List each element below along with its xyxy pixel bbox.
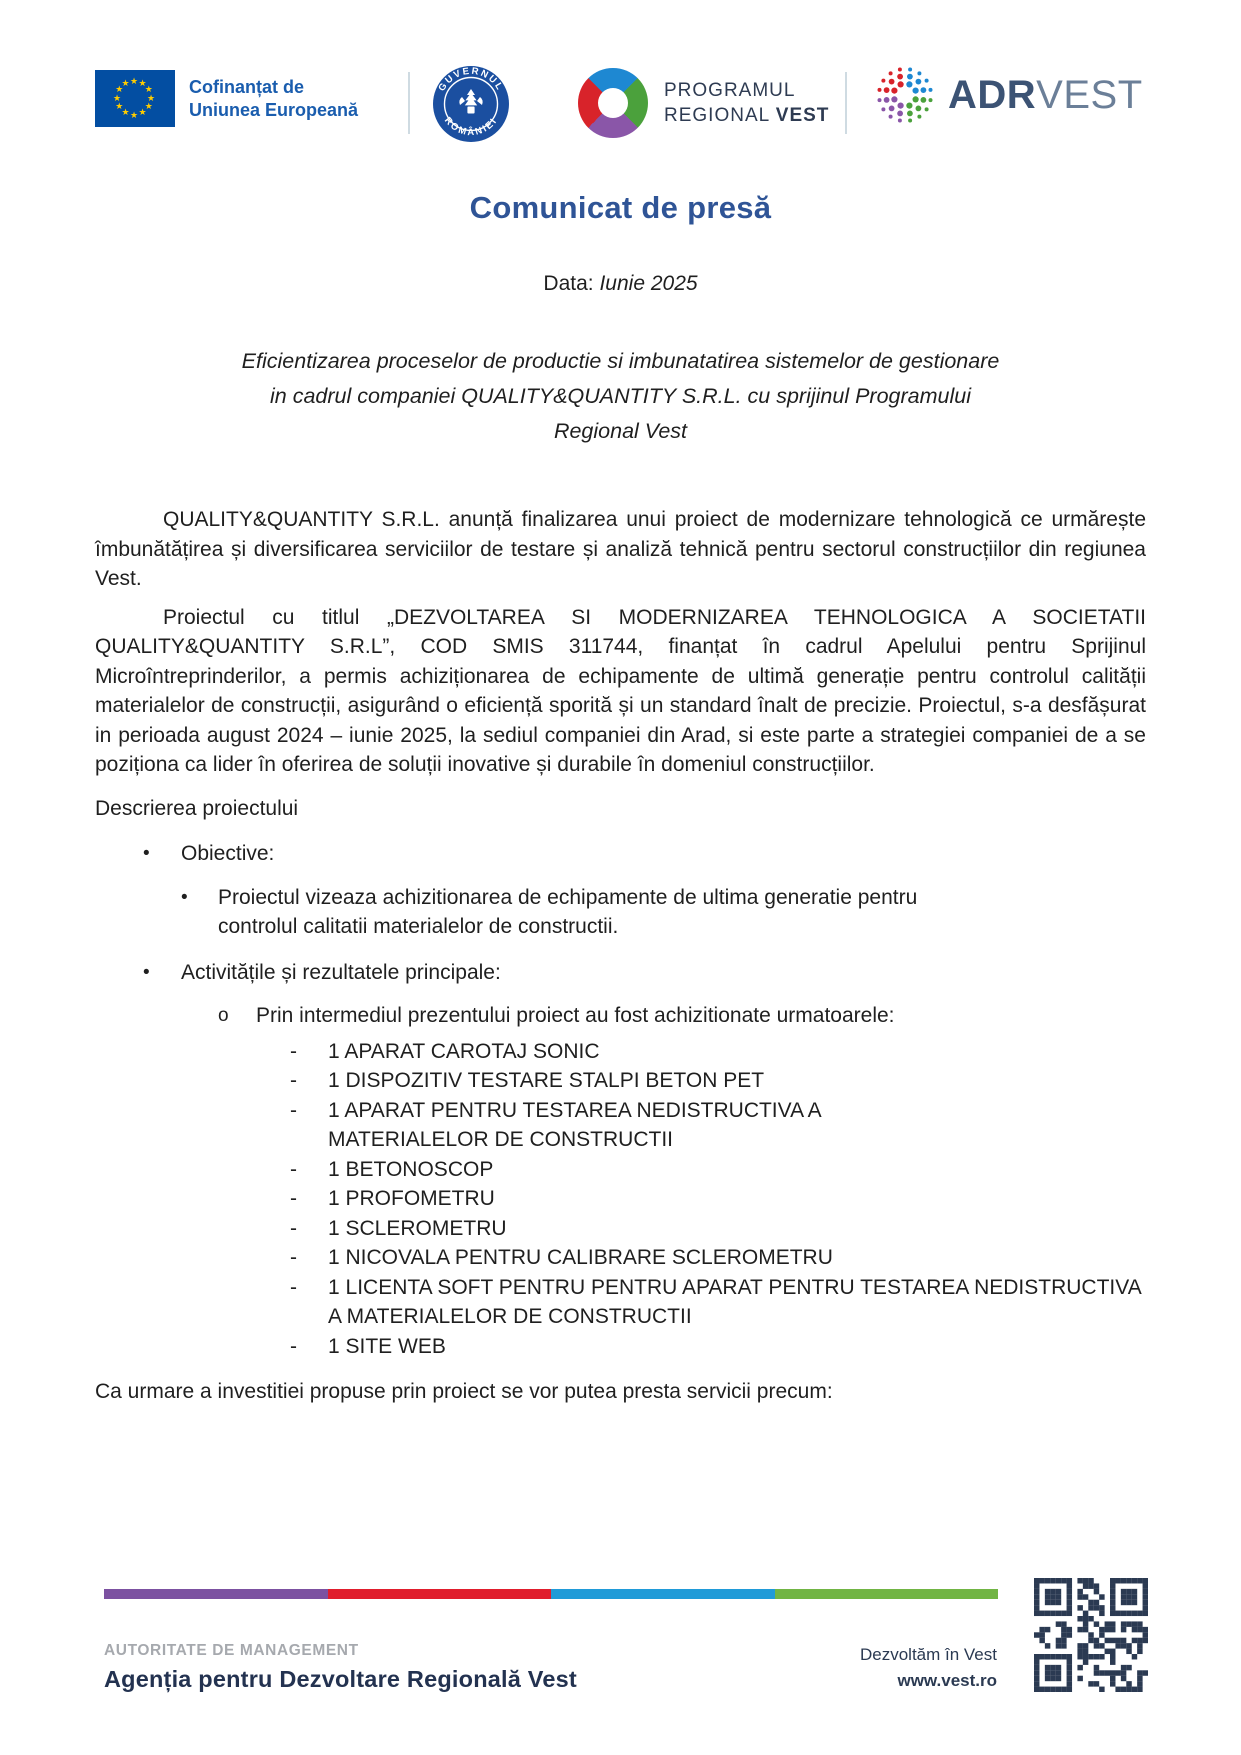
- header-logos: [0, 0, 1241, 160]
- section-heading-description: Descrierea proiectului: [95, 796, 299, 820]
- date-label: Data:: [543, 272, 594, 295]
- eu-star-icon: ★: [138, 77, 147, 88]
- stripe-segment: [328, 1589, 552, 1599]
- eu-logo-line1: Cofinanțat de: [189, 76, 304, 97]
- dash-bullet-icon: -: [290, 1098, 297, 1122]
- equipment-list-item: - 1 SCLEROMETRU: [95, 1214, 1146, 1244]
- bullet-activities-detail: o Prin intermediul prezentului proiect au fost achizitionate urmatoarele:: [95, 1001, 1146, 1031]
- equipment-list-item: - 1 DISPOZITIV TESTARE STALPI BETON PET: [95, 1066, 1146, 1096]
- eu-star-icon: ★: [138, 107, 147, 118]
- eu-star-icon: ★: [147, 92, 156, 103]
- agency-name: Agenția pentru Dezvoltare Regională Vest: [104, 1666, 577, 1692]
- eu-logo: [95, 70, 358, 127]
- circle-bullet-icon: o: [218, 1005, 229, 1026]
- programul-regional-vest-logo: [578, 68, 829, 138]
- dash-bullet-icon: -: [290, 1275, 297, 1299]
- seal-text-bottom: ROMÂNIEI: [441, 115, 501, 139]
- eu-logo-text: [189, 76, 358, 122]
- stripe-segment: [104, 1589, 328, 1599]
- website-link[interactable]: www.vest.ro: [897, 1671, 997, 1690]
- prv-line1: PROGRAMUL: [664, 80, 796, 101]
- adr-vest-logo: [876, 66, 1143, 124]
- dash-bullet-icon: -: [290, 1246, 297, 1269]
- closing-line: Ca urmare a investitiei propuse prin proiect se vor putea presta servicii precum:: [95, 1380, 833, 1403]
- adr-dots-icon: [876, 66, 934, 124]
- seal-text-top: GUVERNUL: [436, 65, 506, 94]
- header-divider: [845, 72, 847, 134]
- equipment-list-item: - 1 SITE WEB: [95, 1332, 1146, 1362]
- dash-bullet-icon: -: [290, 1039, 297, 1063]
- bullet-objectives: • Obiective:: [95, 839, 1146, 869]
- equipment-list-item: - 1 PROFOMETRU: [95, 1184, 1146, 1214]
- eu-star-icon: ★: [115, 101, 124, 111]
- project-subtitle: Eficientizarea proceselor de productie si imbunatatirea sistemelor de gestionare in cadrul companiei QUALITY&QUANTITY S.R.L. cu sprijinul Programului Regional Vest: [241, 349, 1000, 443]
- eu-star-icon: ★: [115, 84, 124, 94]
- bullet-icon: •: [143, 961, 150, 983]
- dash-bullet-icon: -: [290, 1216, 297, 1240]
- stripe-segment: [551, 1589, 775, 1599]
- romanian-government-seal-icon: [432, 65, 510, 143]
- authority-label: AUTORITATE DE MANAGEMENT: [104, 1642, 359, 1659]
- stripe-segment: [775, 1589, 999, 1599]
- date-value: Iunie 2025: [599, 272, 698, 295]
- eu-logo-line2: Uniunea Europeană: [189, 99, 359, 120]
- equipment-list: [95, 1037, 1146, 1362]
- eu-star-icon: ★: [113, 92, 122, 103]
- bullet-icon: •: [181, 886, 188, 908]
- adr-vest-text: [948, 73, 1143, 118]
- bullet-icon: •: [143, 843, 150, 864]
- dash-bullet-icon: -: [290, 1187, 297, 1210]
- romanian-government-logo: [432, 65, 510, 148]
- footer-slogan: Dezvoltăm în Vest: [859, 1645, 997, 1664]
- dash-bullet-icon: -: [290, 1069, 297, 1092]
- paragraph-intro: QUALITY&QUANTITY S.R.L. anunță finalizarea unui proiect de modernizare tehnologică ce urmărește îmbunătățirea și diversificarea serviciilor de testare și analiză tehnică pentru sectorul construcțiilor din regiunea Vest.: [95, 508, 1146, 590]
- page-title: Comunicat de presă: [469, 190, 772, 225]
- adr-text-light: VEST: [1036, 72, 1143, 117]
- eu-star-icon: ★: [121, 77, 130, 88]
- eu-star-icon: ★: [144, 84, 153, 94]
- qr-code: [1034, 1578, 1148, 1692]
- document-body: [95, 190, 1146, 1407]
- equipment-list-item: - 1 NICOVALA PENTRU CALIBRARE SCLEROMETRU: [95, 1243, 1146, 1273]
- dash-bullet-icon: -: [290, 1157, 297, 1181]
- equipment-list-item: - 1 APARAT CAROTAJ SONIC: [95, 1037, 1146, 1067]
- equipment-list-item: - 1 BETONOSCOP: [95, 1155, 1146, 1185]
- eu-star-icon: ★: [130, 109, 139, 120]
- eu-star-icon: ★: [121, 107, 130, 118]
- eu-star-icon: ★: [130, 75, 139, 86]
- footer-stripe: [104, 1589, 998, 1599]
- equipment-list-item: - 1 LICENTA SOFT PENTRU PENTRU APARAT PENTRU TESTAREA NEDISTRUCTIVA A MATERIALELOR DE CONSTRUCTII: [95, 1273, 1146, 1332]
- bullet-objectives-detail: • Proiectul vizeaza achizitionarea de echipamente de ultima generatie pentru controlul calitatii materialelor de constructii.: [95, 883, 1146, 942]
- adr-text-bold: ADR: [948, 72, 1037, 117]
- eu-flag-icon: [95, 70, 175, 127]
- equipment-list-item: - 1 APARAT PENTRU TESTAREA NEDISTRUCTIVA A MATERIALELOR DE CONSTRUCTII: [95, 1096, 1146, 1155]
- prv-line2: REGIONAL VEST: [664, 105, 830, 126]
- programul-regional-vest-swirl-icon: [578, 68, 648, 138]
- dash-bullet-icon: -: [290, 1334, 297, 1358]
- programul-regional-vest-text: [664, 78, 829, 128]
- eu-star-icon: ★: [144, 101, 153, 111]
- header-divider: [408, 72, 410, 134]
- bullet-activities: • Activitățile și rezultatele principale:: [95, 958, 1146, 988]
- paragraph-project-details: Proiectul cu titlul „DEZVOLTAREA SI MODERNIZAREA TEHNOLOGICA A SOCIETATII QUALITY&QUANTITY S.R.L”, COD SMIS 311744, finanțat în cadrul Apelului pentru Sprijinul Microîntreprinderilor, a permis achiziționarea de echipamente de ultimă generație pentru controlul calității materialelor de construcții, asigurând o eficiență sporită și un standard înalt de precizie. Proiectul, s-a desfășurat in perioada august 2024 – iunie 2025, la sediul companiei din Arad, si este parte a strategiei companiei de a se poziționa ca lider în oferirea de soluții inovative și durabile în domeniul construcțiilor.: [95, 605, 1146, 776]
- date-line: [95, 272, 1146, 296]
